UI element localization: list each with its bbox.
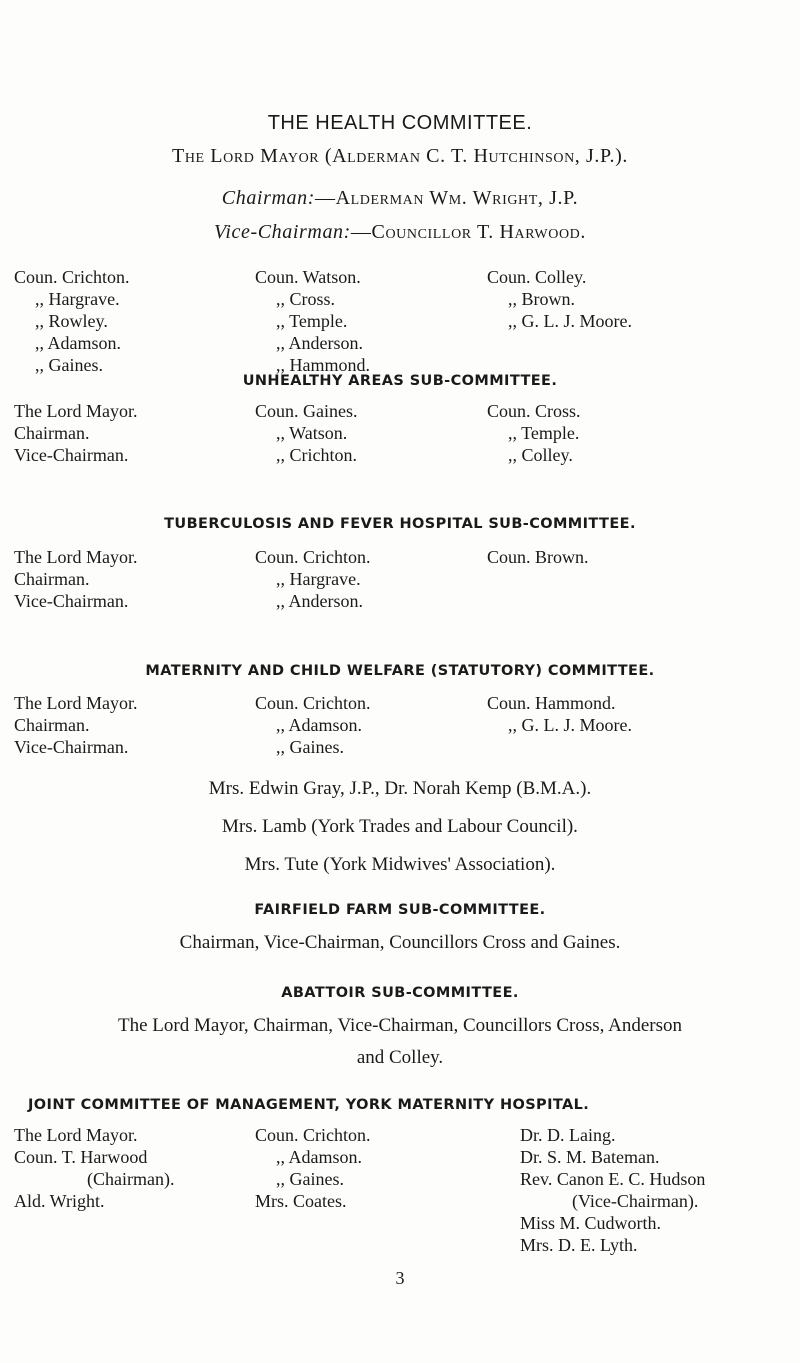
member-entry: Mrs. D. E. Lyth.	[520, 1235, 638, 1255]
tuberculosis-column-2	[255, 546, 371, 612]
member-entry: ,, Adamson.	[276, 715, 363, 735]
joint-column-1	[14, 1124, 174, 1212]
unhealthy-column-2	[255, 400, 358, 466]
unhealthy-areas-heading: UNHEALTHY AREAS SUB-COMMITTEE.	[242, 373, 558, 389]
abattoir-heading: ABATTOIR SUB-COMMITTEE.	[281, 985, 519, 1001]
tuberculosis-column-3	[487, 546, 589, 568]
member-entry: Coun. Colley.	[487, 267, 587, 287]
member-entry: ,, G. L. J. Moore.	[508, 715, 632, 735]
member-entry: ,, Anderson.	[276, 333, 363, 353]
member-entry: The Lord Mayor.	[14, 1125, 138, 1145]
member-entry: The Lord Mayor.	[14, 401, 138, 421]
maternity-column-1	[14, 692, 137, 758]
member-entry: Vice-Chairman.	[14, 591, 129, 611]
maternity-extra-line: Mrs. Edwin Gray, J.P., Dr. Norah Kemp (B.M.A.).	[208, 778, 592, 799]
member-entry: ,, Rowley.	[35, 311, 108, 331]
members-column-2	[255, 266, 370, 376]
abattoir-text-line-1: The Lord Mayor, Chairman, Vice-Chairman, Councillors Cross, Anderson	[118, 1015, 682, 1036]
member-entry: ,, Anderson.	[276, 591, 363, 611]
member-entry: Coun. Gaines.	[255, 401, 358, 421]
member-entry: ,, Crichton.	[276, 445, 357, 465]
member-entry: Chairman.	[14, 569, 90, 589]
member-entry: Coun. Crichton.	[255, 547, 371, 567]
member-entry: Dr. D. Laing.	[520, 1125, 616, 1145]
maternity-extra-line: Mrs. Lamb (York Trades and Labour Council).	[222, 816, 578, 837]
member-entry: ,, Temple.	[508, 423, 580, 443]
vice-chairman-label: Vice-Chairman:	[214, 221, 351, 243]
member-entry: (Chairman).	[87, 1169, 175, 1189]
member-entry: ,, Brown.	[508, 289, 575, 309]
vice-chairman-line	[0, 221, 800, 244]
member-entry: ,, Gaines.	[35, 355, 103, 375]
member-entry: ,, G. L. J. Moore.	[508, 311, 632, 331]
member-entry: The Lord Mayor.	[14, 547, 138, 567]
member-entry: Coun. T. Harwood	[14, 1147, 148, 1167]
unhealthy-column-1	[14, 400, 137, 466]
tuberculosis-column-1	[14, 546, 137, 612]
tuberculosis-heading: TUBERCULOSIS AND FEVER HOSPITAL SUB-COMMITTEE.	[164, 516, 636, 532]
member-entry: Chairman.	[14, 423, 90, 443]
member-entry: ,, Hargrave.	[35, 289, 120, 309]
member-entry: ,, Adamson.	[35, 333, 122, 353]
member-entry: Vice-Chairman.	[14, 737, 129, 757]
members-column-1	[14, 266, 130, 376]
member-entry: ,, Gaines.	[276, 1169, 344, 1189]
member-entry: Chairman.	[14, 715, 90, 735]
member-entry: Dr. S. M. Bateman.	[520, 1147, 660, 1167]
member-entry: ,, Adamson.	[276, 1147, 363, 1167]
member-entry: Coun. Cross.	[487, 401, 581, 421]
member-entry: Coun. Hammond.	[487, 693, 616, 713]
fairfield-text: Chairman, Vice-Chairman, Councillors Cross and Gaines.	[179, 932, 621, 953]
member-entry: Coun. Crichton.	[255, 693, 371, 713]
abattoir-text-line-2: and Colley.	[356, 1047, 444, 1068]
member-entry: Coun. Crichton.	[255, 1125, 371, 1145]
member-entry: Coun. Crichton.	[14, 267, 130, 287]
page-number: 3	[395, 1268, 405, 1288]
maternity-column-2	[255, 692, 371, 758]
unhealthy-column-3	[487, 400, 581, 466]
chairman-line	[0, 187, 800, 210]
member-entry: ,, Temple.	[276, 311, 348, 331]
member-entry: (Vice-Chairman).	[572, 1191, 699, 1211]
member-entry: Vice-Chairman.	[14, 445, 129, 465]
chairman-value: —Alderman Wm. Wright, J.P.	[314, 187, 579, 209]
member-entry: Miss M. Cudworth.	[520, 1213, 662, 1233]
maternity-extra-line: Mrs. Tute (York Midwives' Association).	[244, 854, 556, 875]
member-entry: The Lord Mayor.	[14, 693, 138, 713]
members-column-3	[487, 266, 632, 332]
member-entry: ,, Hargrave.	[276, 569, 361, 589]
member-entry: Coun. Watson.	[255, 267, 361, 287]
member-entry: ,, Gaines.	[276, 737, 344, 757]
member-entry: Coun. Brown.	[487, 547, 589, 567]
member-entry: ,, Watson.	[276, 423, 348, 443]
fairfield-heading: FAIRFIELD FARM SUB-COMMITTEE.	[254, 902, 546, 918]
joint-committee-heading: JOINT COMMITTEE OF MANAGEMENT, YORK MATERNITY HOSPITAL.	[28, 1097, 590, 1113]
lord-mayor-line: The Lord Mayor (Alderman C. T. Hutchinson, J.P.).	[172, 145, 628, 167]
page-title: THE HEALTH COMMITTEE.	[267, 112, 533, 134]
maternity-heading: MATERNITY AND CHILD WELFARE (STATUTORY) COMMITTEE.	[145, 663, 655, 679]
member-entry: Ald. Wright.	[14, 1191, 105, 1211]
member-entry: Rev. Canon E. C. Hudson	[520, 1169, 706, 1189]
joint-column-3	[520, 1124, 705, 1256]
joint-column-2	[255, 1124, 371, 1212]
member-entry: ,, Hammond.	[276, 355, 370, 375]
maternity-column-3	[487, 692, 632, 736]
vice-chairman-value: —Councillor T. Harwood.	[350, 221, 586, 243]
member-entry: ,, Cross.	[276, 289, 336, 309]
chairman-label: Chairman:	[221, 187, 315, 209]
member-entry: Mrs. Coates.	[255, 1191, 347, 1211]
member-entry: ,, Colley.	[508, 445, 573, 465]
